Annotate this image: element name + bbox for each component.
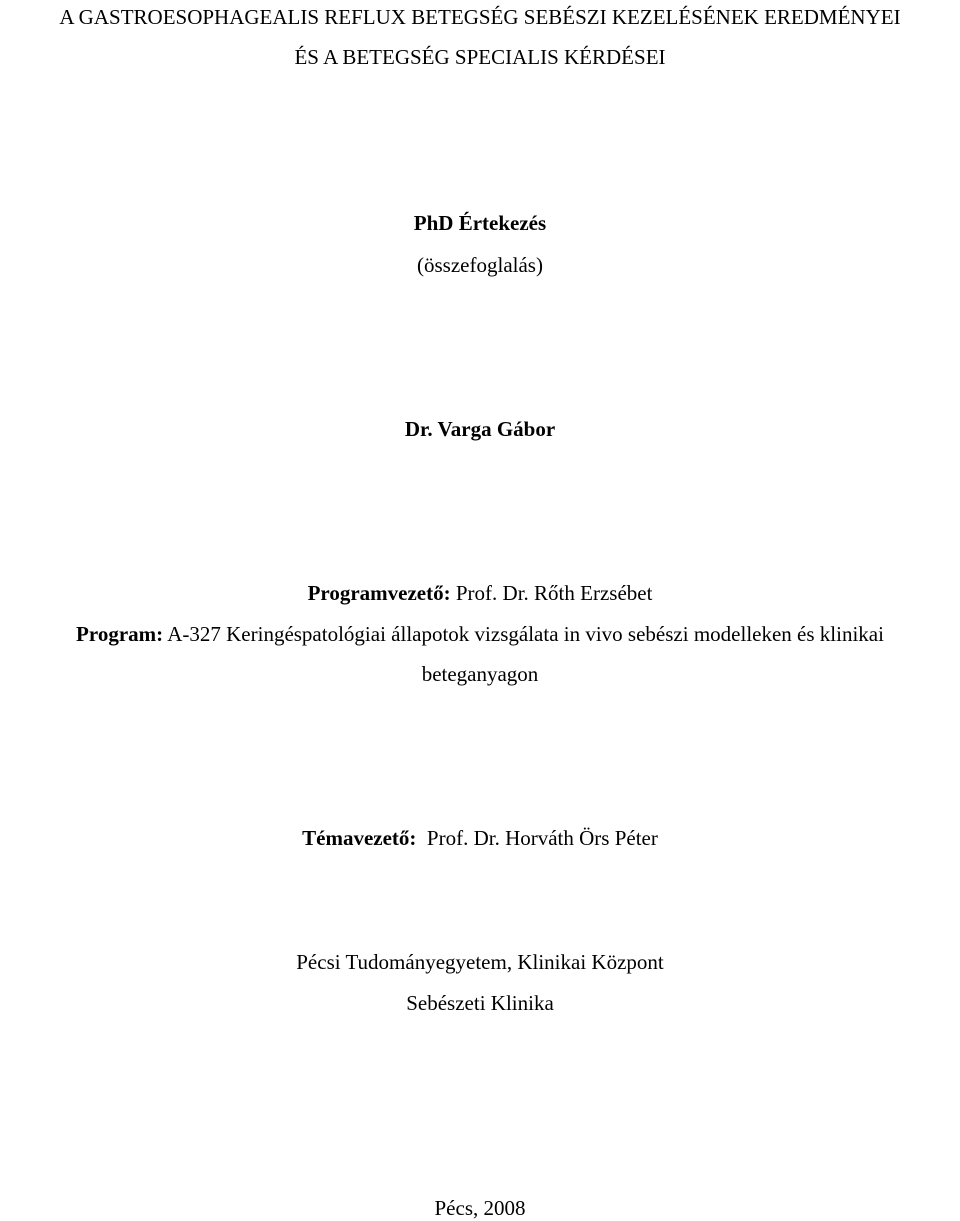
program-text-line-1: A-327 Keringéspatológiai állapotok vizsgálata in vivo sebészi modelleken és klinikai	[163, 622, 884, 646]
program-label: Program:	[76, 622, 164, 646]
supervisor-name: Prof. Dr. Horváth Örs Péter	[416, 826, 658, 850]
program-leader	[0, 580, 960, 606]
thesis-subtype: (összefoglalás)	[417, 253, 543, 277]
clinic-name: Sebészeti Klinika	[406, 991, 554, 1015]
program-text-line-2: beteganyagon	[421, 662, 539, 686]
place-date: Pécs, 2008	[434, 1196, 526, 1220]
title-line-1: A GASTROESOPHAGEALIS REFLUX BETEGSÉG SEBÉSZI KEZELÉSÉNEK EREDMÉNYEI	[59, 5, 901, 29]
author-name: Dr. Varga Gábor	[404, 417, 556, 441]
thesis-type: PhD Értekezés	[413, 211, 547, 235]
university-name: Pécsi Tudományegyetem, Klinikai Központ	[296, 950, 664, 974]
program-leader-label: Programvezető:	[307, 581, 451, 605]
program-line	[0, 621, 960, 647]
supervisor-label: Témavezető:	[302, 826, 417, 850]
supervisor	[0, 825, 960, 851]
program-leader-name: Prof. Dr. Rőth Erzsébet	[450, 581, 653, 605]
title-line-2: ÉS A BETEGSÉG SPECIALIS KÉRDÉSEI	[294, 45, 666, 69]
